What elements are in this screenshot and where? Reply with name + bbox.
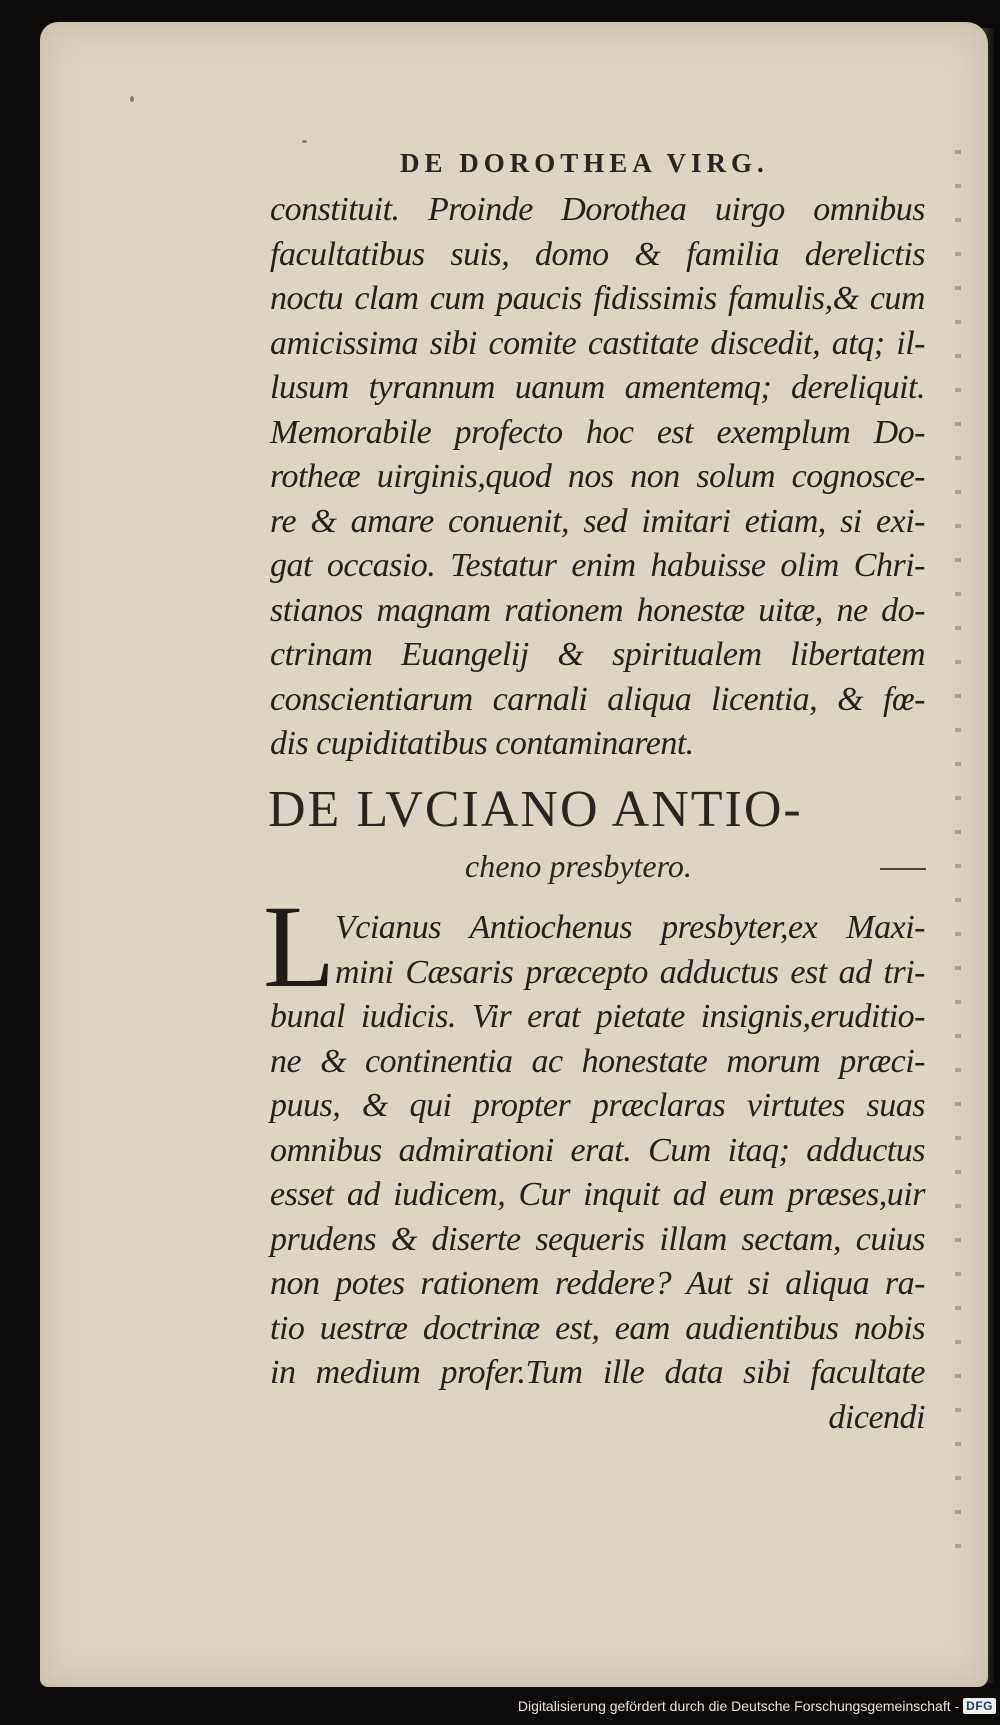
text-line: Vcianus Antiochenus presbyter,ex Maxi- xyxy=(335,909,925,946)
footer-text: Digitalisierung gefördert durch die Deutsche Forschungsgemeinschaft - xyxy=(517,1698,960,1714)
text-line: bunal iudicis. Vir erat pietate insignis,eruditio- xyxy=(270,998,925,1035)
text-line: tio uestræ doctrinæ est, eam audientibus nobis xyxy=(270,1309,925,1347)
paragraph-2-opening-lines xyxy=(335,905,925,995)
page-edge xyxy=(955,120,961,1570)
text-line: stianos magnam rationem honestæ uitæ, ne do- xyxy=(270,591,925,629)
paper-speck xyxy=(302,140,307,143)
section-subheading: cheno presbytero. xyxy=(465,848,692,884)
digitization-footer xyxy=(518,1695,996,1717)
paragraph-1 xyxy=(270,188,925,767)
text-line: lusum tyrannum uanum amentemq; dereliquit. xyxy=(270,369,925,406)
text-line: ctrinam Euangelij & spiritualem libertatem xyxy=(270,636,925,673)
text-line: facultatibus suis, domo & familia derelictis xyxy=(270,235,925,273)
text-line: esset ad iudicem, Cur inquit ad eum præses,uir xyxy=(270,1176,925,1213)
text-line: constituit. Proinde Dorothea uirgo omnibus xyxy=(270,191,925,228)
text-line: dis cupiditatibus contaminarent. xyxy=(270,725,694,762)
paper-speck xyxy=(130,96,134,102)
text-line: prudens & diserte sequeris illam sectam, cuius xyxy=(270,1220,925,1258)
text-line: re & amare conuenit, sed imitari etiam, si exi- xyxy=(270,502,925,540)
text-line: noctu clam cum paucis fidissimis famulis,& cum xyxy=(270,280,925,317)
text-line: omnibus admirationi erat. Cum itaq; adductus xyxy=(270,1131,925,1169)
text-line: gat occasio. Testatur enim habuisse olim Chri- xyxy=(270,547,925,584)
dfg-logo-icon: DFG xyxy=(963,1698,996,1714)
text-line: rotheæ uirginis,quod nos non solum cognosce- xyxy=(270,458,925,495)
dash-mark xyxy=(880,868,926,870)
text-line: puus, & qui propter præclaras virtutes suas xyxy=(270,1087,925,1124)
text-line: ne & continentia ac honestate morum præci- xyxy=(270,1042,925,1080)
running-head: DE DOROTHEA VIRG. xyxy=(400,148,769,178)
paragraph-2 xyxy=(270,995,925,1440)
catchword: dicendi xyxy=(828,1398,925,1436)
text-line: non potes rationem reddere? Aut si aliqua ra- xyxy=(270,1265,925,1302)
text-line: Memorabile profecto hoc est exemplum Do- xyxy=(270,413,925,451)
section-heading: DE LVCIANO ANTIO- xyxy=(268,781,803,838)
drop-cap: L xyxy=(263,881,336,1012)
text-line: amicissima sibi comite castitate discedit, atq; il- xyxy=(270,324,925,362)
text-line: conscientiarum carnali aliqua licentia, & fœ- xyxy=(270,680,925,718)
text-line: in medium profer.Tum ille data sibi facultate xyxy=(270,1354,925,1391)
text-line: mini Cæsaris præcepto adductus est ad tri- xyxy=(335,954,925,991)
